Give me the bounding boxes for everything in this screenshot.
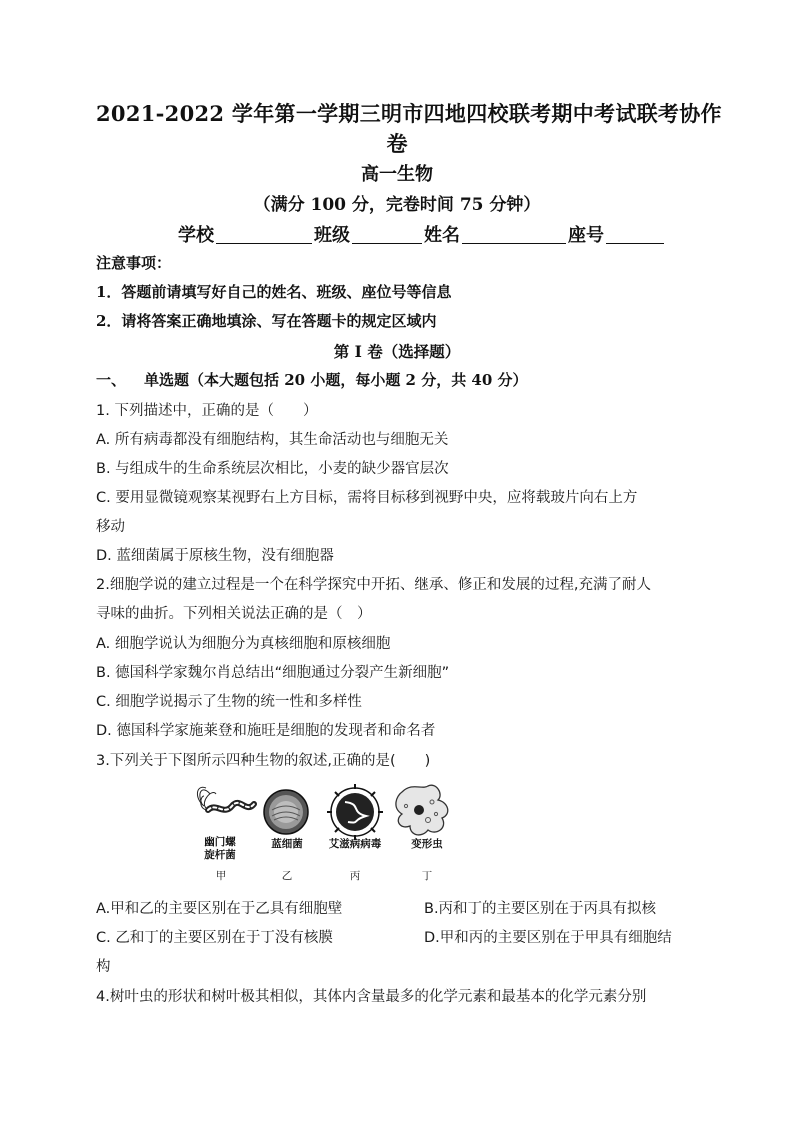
option-a: A. 所有病毒都没有细胞结构，其生命活动也与细胞无关 xyxy=(96,432,449,448)
section-title: 单选题（本大题包括 20 小题，每小题 2 分，共 40 分） xyxy=(144,371,528,389)
helicobacter-drawing xyxy=(197,787,254,810)
hiv-drawing xyxy=(327,784,383,840)
question-stem-continued: 寻味的曲折。下列相关说法正确的是（ ） xyxy=(96,606,372,622)
name-label: 姓名 xyxy=(424,225,460,246)
seat-label: 座号 xyxy=(568,225,604,246)
question-stem: 4.树叶虫的形状和树叶极其相似，其体内含量最多的化学元素和最基本的化学元素分别 xyxy=(96,989,647,1005)
organism-label: 变形虫 xyxy=(411,838,443,850)
option-c-continued: 移动 xyxy=(96,519,125,535)
option-c: C. 乙和丁的主要区别在于丁没有核膜 xyxy=(96,930,333,946)
option-d: D.甲和丙的主要区别在于甲具有细胞结 xyxy=(424,930,672,946)
notes-heading: 注意事项： xyxy=(96,254,172,272)
question-stem: 3.下列关于下图所示四种生物的叙述,正确的是( ) xyxy=(96,753,431,769)
organism-code: 丁 xyxy=(421,870,433,882)
score-info: （满分 100 分，完卷时间 75 分钟） xyxy=(253,195,541,215)
school-blank[interactable] xyxy=(216,225,312,244)
option-c: C. 要用显微镜观察某视野右上方目标，需将目标移到视野中央，应将载玻片向右上方 xyxy=(96,490,638,506)
question-stem: 2.细胞学说的建立过程是一个在科学探究中开拓、继承、修正和发展的过程,充满了耐人 xyxy=(96,577,651,593)
section-number: 一、 xyxy=(96,371,127,389)
note-item: 2．请将答案正确地填涂、写在答题卡的规定区域内 xyxy=(96,312,437,330)
amoeba-drawing xyxy=(396,785,448,835)
cyanobacteria-drawing xyxy=(264,790,308,834)
organism-label: 幽门螺 旋杆菌 xyxy=(204,836,236,861)
seat-blank[interactable] xyxy=(606,225,664,244)
option-d: D. 德国科学家施莱登和施旺是细胞的发现者和命名者 xyxy=(96,723,436,739)
organism-label: 艾滋病病毒 xyxy=(328,838,382,850)
organism-label: 蓝细菌 xyxy=(271,838,303,850)
option-b: B. 与组成牛的生命系统层次相比，小麦的缺少器官层次 xyxy=(96,461,449,477)
class-label: 班级 xyxy=(314,225,350,246)
four-organisms-figure xyxy=(190,780,480,890)
organism-code: 甲 xyxy=(215,870,227,882)
option-b: B. 德国科学家魏尔肖总结出“细胞通过分裂产生新细胞” xyxy=(96,665,450,681)
note-item: 1．答题前请填写好自己的姓名、班级、座位号等信息 xyxy=(96,283,452,301)
option-b: B.丙和丁的主要区别在于丙具有拟核 xyxy=(424,901,657,917)
organism-code: 乙 xyxy=(281,870,293,882)
option-a: A. 细胞学说认为细胞分为真核细胞和原核细胞 xyxy=(96,636,391,652)
option-a: A.甲和乙的主要区别在于乙具有细胞壁 xyxy=(96,901,343,917)
class-blank[interactable] xyxy=(352,225,422,244)
option-d-continued: 构 xyxy=(96,959,111,975)
option-d: D. 蓝细菌属于原核生物，没有细胞器 xyxy=(96,548,334,564)
part-title: 第 I 卷（选择题） xyxy=(333,342,461,361)
section-heading xyxy=(96,369,528,390)
student-info-fields xyxy=(178,221,666,247)
name-blank[interactable] xyxy=(462,225,566,244)
school-label: 学校 xyxy=(178,225,214,246)
option-c: C. 细胞学说揭示了生物的统一性和多样性 xyxy=(96,694,362,710)
subject-title: 高一生物 xyxy=(361,164,433,185)
organism-code: 丙 xyxy=(349,870,361,882)
question-stem: 1. 下列描述中，正确的是（ ） xyxy=(96,403,318,419)
exam-title: 2021-2022 学年第一学期三明市四地四校联考期中考试联考协作 xyxy=(96,101,722,126)
exam-title-continued: 卷 xyxy=(386,131,408,156)
